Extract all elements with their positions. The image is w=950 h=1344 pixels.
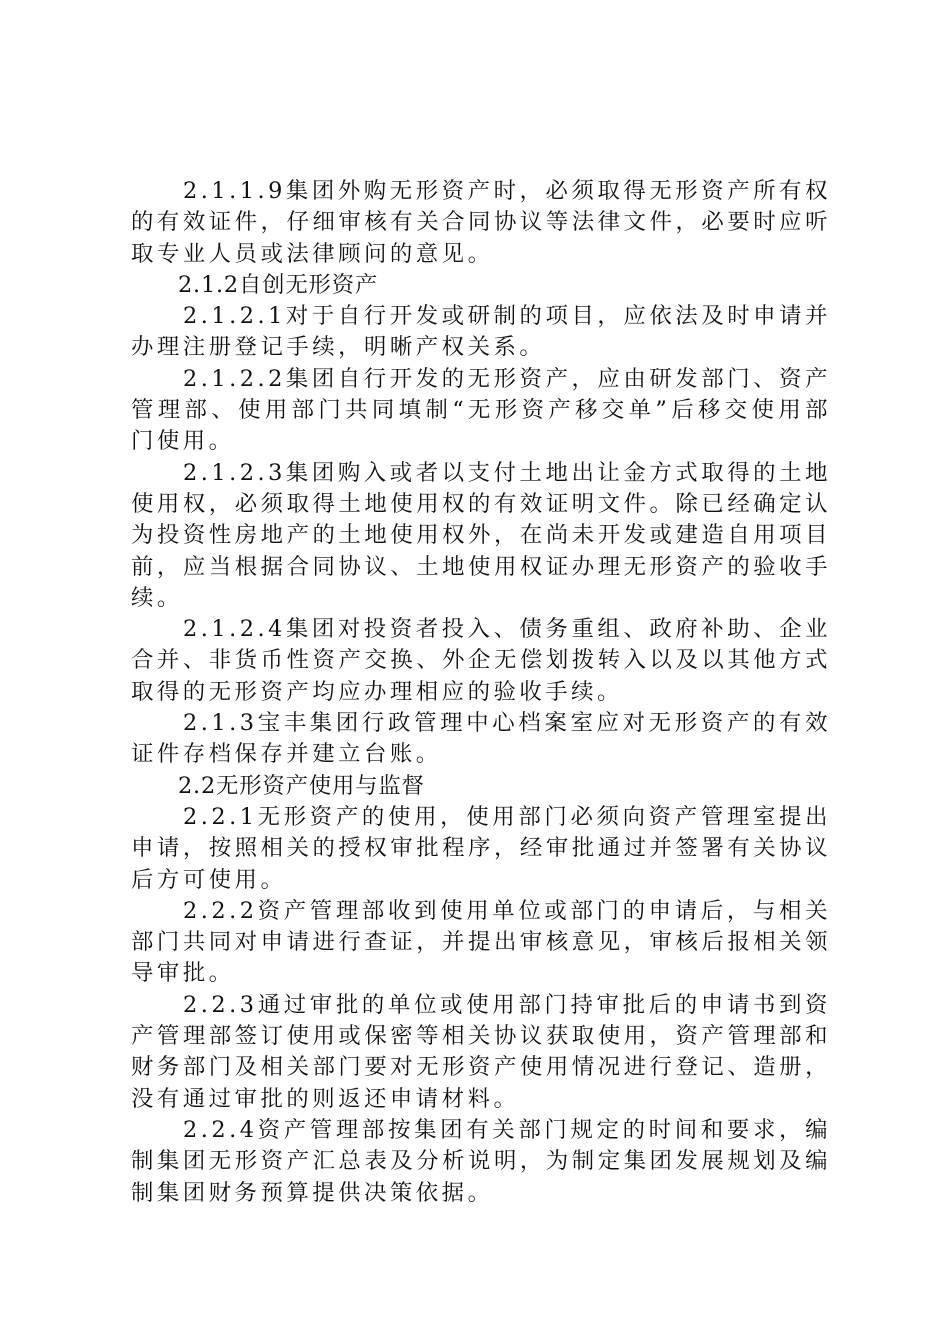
paragraph-2-1-1-9: 2.1.1.9集团外购无形资产时，必须取得无形资产所有权的有效证件，仔细审核有关合同协议等法律文件，必要时应听取专业人员或法律顾问的意见。 <box>131 178 831 267</box>
paragraph-2-2-3: 2.2.3通过审批的单位或使用部门持审批后的申请书到资产管理部签订使用或保密等相关协议获取使用，资产管理部和财务部门及相关部门要对无形资产使用情况进行登记、造册，没有通过审批的则返还申请材料。 <box>131 991 831 1112</box>
paragraph-2-1-2-3: 2.1.2.3集团购入或者以支付土地出让金方式取得的土地使用权，必须取得土地使用权的有效证明文件。除已经确定认为投资性房地产的土地使用权外，在尚未开发或建造自用项目前，应当根据合同协议、土地使用权证办理无形资产的验收手续。 <box>131 459 831 611</box>
paragraph-2-2-1: 2.2.1无形资产的使用，使用部门必须向资产管理室提出申请，按照相关的授权审批程序，经审批通过并签署有关协议后方可使用。 <box>131 803 831 893</box>
section-heading-2-1-2: 2.1.2自创无形资产 <box>178 271 379 298</box>
paragraph-2-1-2-1: 2.1.2.1对于自行开发或研制的项目，应依法及时申请并办理注册登记手续，明晰产权关系。 <box>131 303 831 361</box>
document-body <box>131 176 831 1209</box>
paragraph-2-1-2-2: 2.1.2.2集团自行开发的无形资产，应由研发部门、资产管理部、使用部门共同填制“无形资产移交单”后移交使用部门使用。 <box>131 365 831 455</box>
paragraph-2-1-2-4: 2.1.2.4集团对投资者投入、债务重组、政府补助、企业合并、非货币性资产交换、外企无偿划拨转入以及以其他方式取得的无形资产均应办理相应的验收手续。 <box>131 616 831 705</box>
paragraph-2-1-3: 2.1.3宝丰集团行政管理中心档案室应对无形资产的有效证件存档保存并建立台账。 <box>131 710 831 768</box>
paragraph-2-2-2: 2.2.2资产管理部收到使用单位或部门的申请后，与相关部门共同对申请进行查证，并提出审核意见，审核后报相关领导审批。 <box>131 897 831 987</box>
paragraph-2-2-4: 2.2.4资产管理部按集团有关部门规定的时间和要求，编制集团无形资产汇总表及分析说明，为制定集团发展规划及编制集团财务预算提供决策依据。 <box>131 1116 831 1206</box>
section-heading-2-2: 2.2无形资产使用与监督 <box>178 772 425 799</box>
